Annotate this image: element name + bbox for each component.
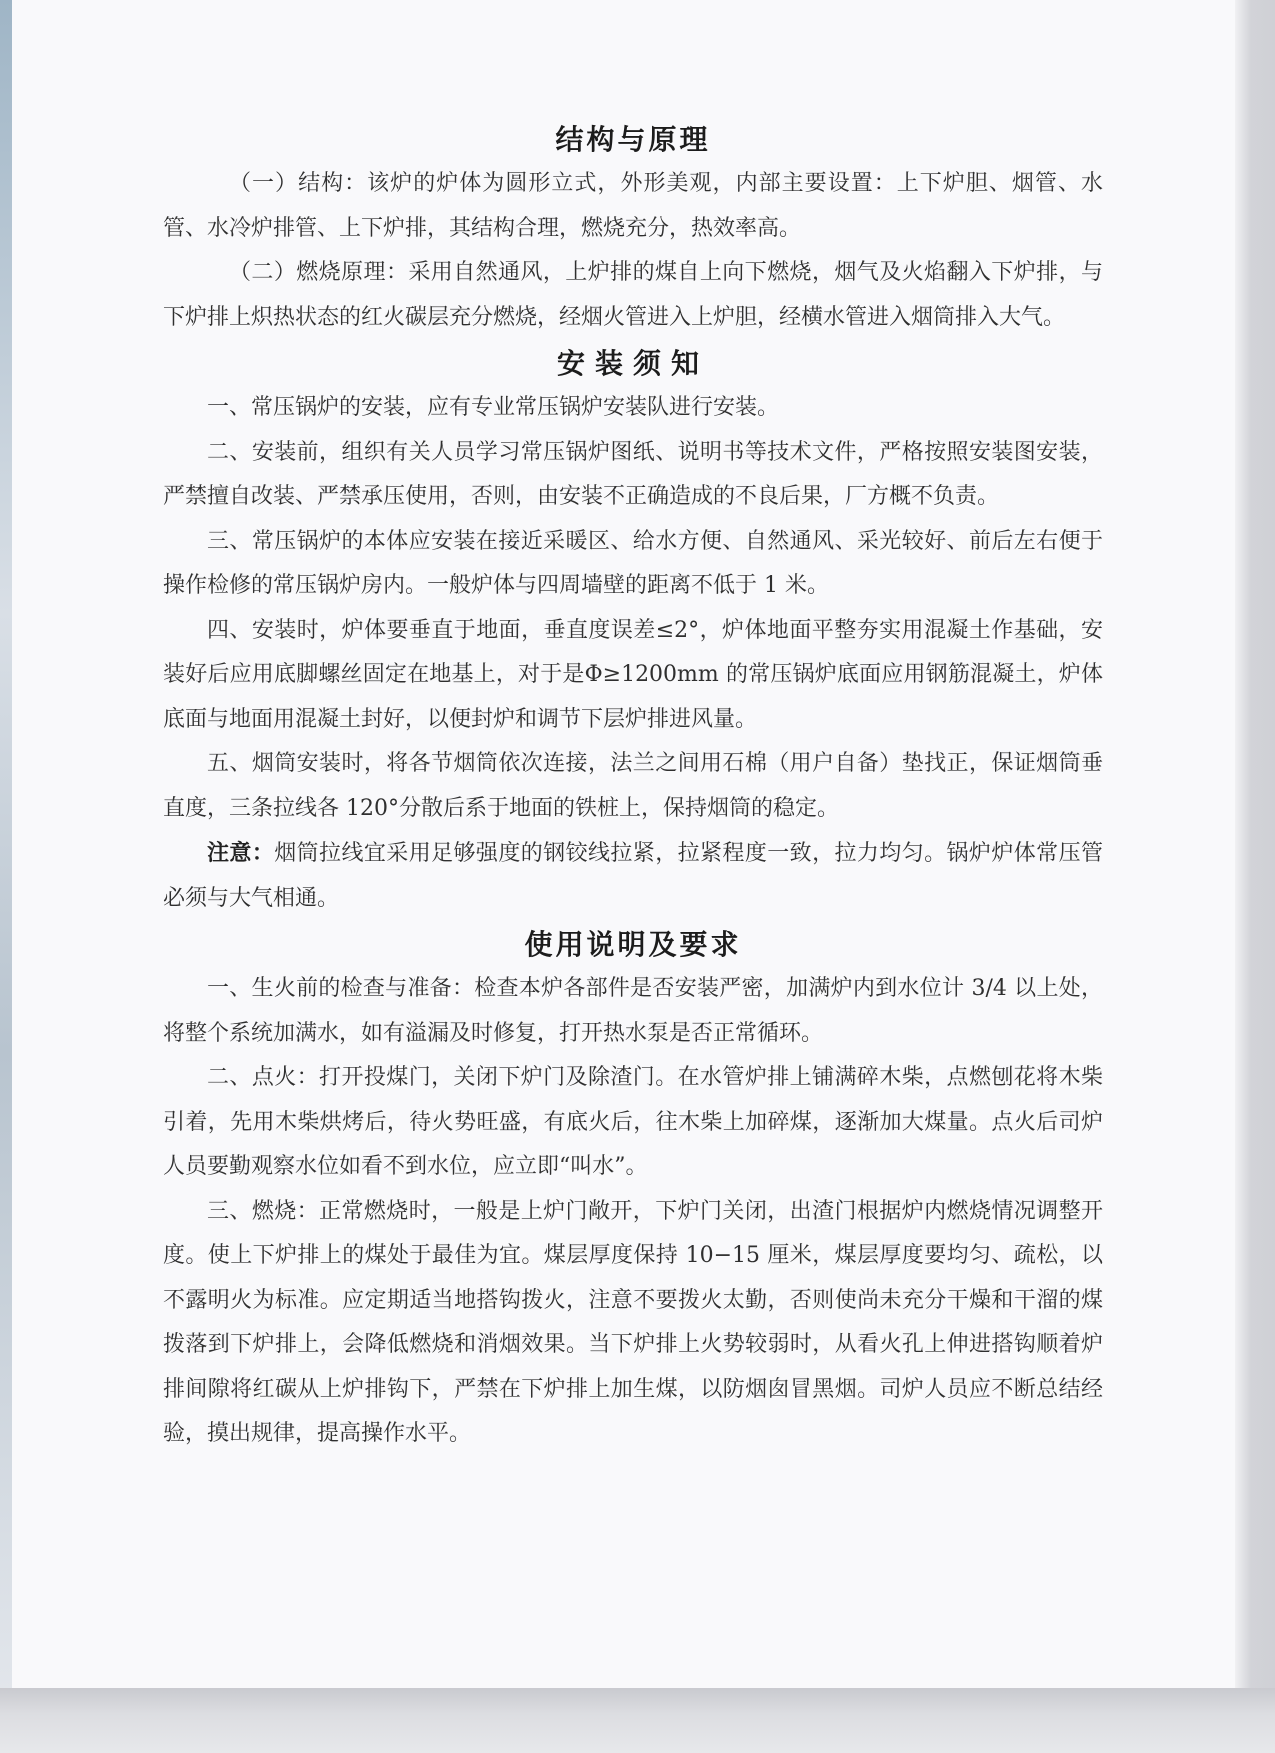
document-content xyxy=(163,118,1103,1457)
section-usage-requirements xyxy=(163,923,1103,1457)
paragraph-install-4: 四、安装时，炉体要垂直于地面，垂直度误差≤2°，炉体地面平整夯实用混凝土作基础，安装好后应用底脚螺丝固定在地基上，对于是Φ≥1200mm 的常压锅炉底面应用钢筋混凝土，炉体底面与地面用混凝土封好，以便封炉和调节下层炉排进风量。 xyxy=(163,617,1103,732)
section-title-usage: 使用说明及要求 xyxy=(524,928,742,961)
paragraph-install-1: 一、常压锅炉的安装，应有专业常压锅炉安装队进行安装。 xyxy=(207,395,780,420)
paragraph-usage-2: 二、点火：打开投煤门，关闭下炉门及除渣门。在水管炉排上铺满碎木柴，点燃刨花将木柴引着，先用木柴烘烤后，待火势旺盛，有底火后，往木柴上加碎煤，逐渐加大煤量。点火后司炉人员要勤观察水位如看不到水位，应立即“叫水”。 xyxy=(163,1065,1103,1179)
scan-right-edge xyxy=(1235,0,1275,1753)
section-structure-principle xyxy=(163,118,1103,340)
paragraph-install-3: 三、常压锅炉的本体应安装在接近采暖区、给水方便、自然通风、采光较好、前后左右便于操作检修的常压锅炉房内。一般炉体与四周墙壁的距离不低于 1 米。 xyxy=(163,528,1103,598)
paragraph-usage-1: 一、生火前的检查与准备：检查本炉各部件是否安装严密，加满炉内到水位计 3/4 以上处，将整个系统加满水，如有溢漏及时修复，打开热水泵是否正常循环。 xyxy=(163,976,1103,1046)
scan-bottom-edge xyxy=(0,1688,1275,1753)
paragraph-install-5: 五、烟筒安装时，将各节烟筒依次连接，法兰之间用石棉（用户自备）垫找正，保证烟筒垂直度，三条拉线各 120°分散后系于地面的铁桩上，保持烟筒的稳定。 xyxy=(163,751,1103,821)
paragraph-install-2: 二、安装前，组织有关人员学习常压锅炉图纸、说明书等技术文件，严格按照安装图安装，严禁擅自改装、严禁承压使用，否则，由安装不正确造成的不良后果，厂方概不负责。 xyxy=(163,439,1103,509)
paragraph-combustion-principle: （二）燃烧原理：采用自然通风，上炉排的煤自上向下燃烧，烟气及火焰翻入下炉排，与下炉排上炽热状态的红火碳层充分燃烧，经烟火管进入上炉胆，经横水管进入烟筒排入大气。 xyxy=(163,260,1103,330)
section-title-structure: 结构与原理 xyxy=(555,123,711,156)
section-title-installation: 安装须知 xyxy=(556,347,709,380)
section-installation-notes xyxy=(163,342,1103,921)
scan-left-edge xyxy=(0,0,12,1753)
paragraph-structure: （一）结构：该炉的炉体为圆形立式，外形美观，内部主要设置：上下炉胆、烟管、水管、水冷炉排管、上下炉排，其结构合理，燃烧充分，热效率高。 xyxy=(163,171,1103,241)
paragraph-install-note xyxy=(163,831,1103,921)
note-text: 烟筒拉线宜采用足够强度的钢铰线拉紧，拉紧程度一致，拉力均匀。锅炉炉体常压管必须与大气相通。 xyxy=(163,841,1103,911)
paragraph-usage-3: 三、燃烧：正常燃烧时，一般是上炉门敞开，下炉门关闭，出渣门根据炉内燃烧情况调整开度。使上下炉排上的煤处于最佳为宜。煤层厚度保持 10−15 厘米，煤层厚度要均匀、疏松，以不露明火为标准。应定期适当地搭钩拨火，注意不要拨火太勤，否则使尚未充分干燥和干溜的煤拨落到下炉排上，会降低燃烧和消烟效果。当下炉排上火势较弱时，从看火孔上伸进搭钩顺着炉排间隙将红碳从上炉排钩下，严禁在下炉排上加生煤，以防烟囱冒黑烟。司炉人员应不断总结经验，摸出规律，提高操作水平。 xyxy=(163,1198,1103,1446)
note-label: 注意： xyxy=(207,840,275,866)
